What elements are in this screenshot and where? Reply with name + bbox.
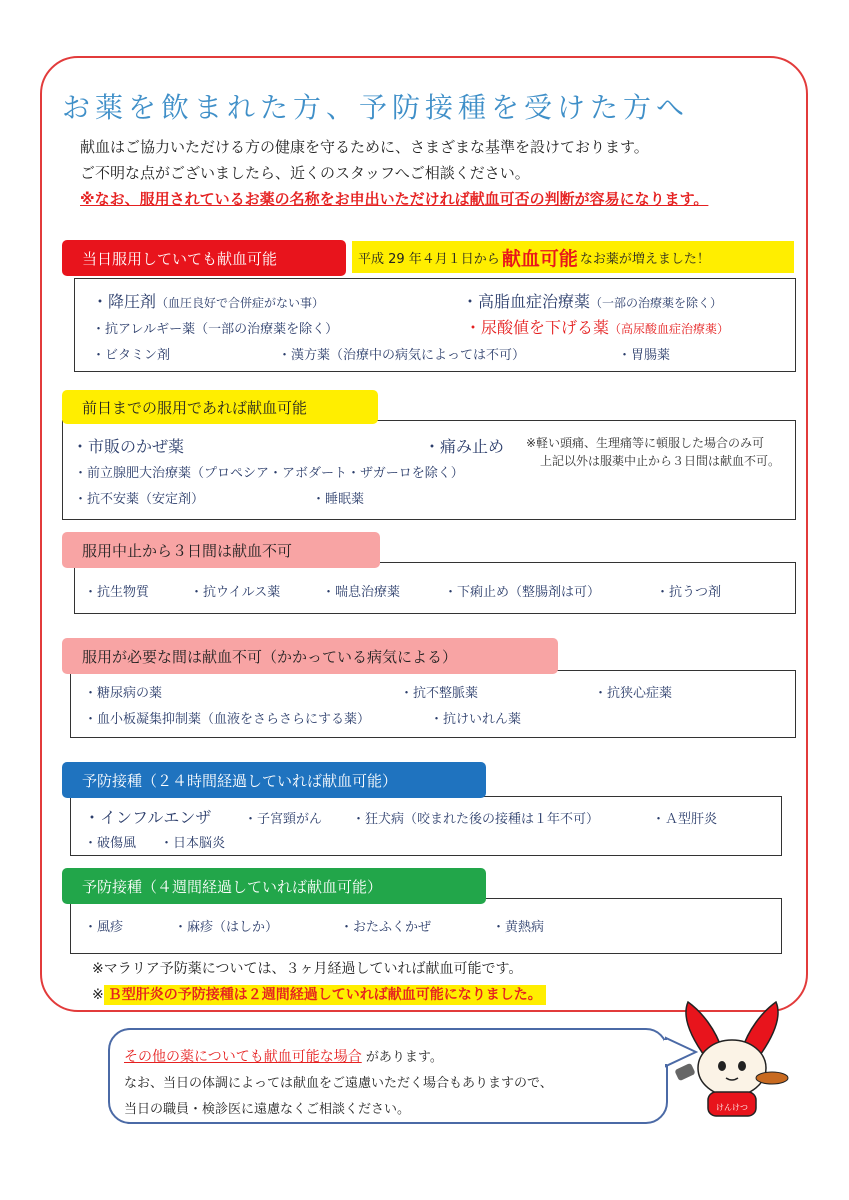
list-item: ・抗狭心症薬 [594,686,673,701]
list-item: ・黄熱病 [492,920,545,935]
list-item: ・ビタミン剤 [92,348,171,363]
three-days-tab: 服用中止から３日間は献血不可 [62,532,380,568]
while-needed-box [70,670,796,738]
list-item: ・インフルエンザ [84,808,212,827]
list-item: ・漢方薬（治療中の病気によっては不可） [278,348,526,363]
vaccine-24h-tab: 予防接種（２４時間経過していれば献血可能） [62,762,486,798]
bubble-line-1: その他の薬についても献血可能な場合 があります。 [124,1049,443,1065]
list-item: ・抗ウイルス薬 [190,585,281,600]
prev-day-note-1: ※軽い頭痛、生理痛等に頓服した場合のみ可 [526,436,765,450]
intro-line-2: ご不明な点がございましたら、近くのスタッフへご相談ください。 [80,164,530,182]
list-item: ・Ａ型肝炎 [652,812,718,827]
intro-note: ※なお、服用されているお薬の名称をお申出いただければ献血可否の判断が容易になります。 [80,190,709,208]
vaccine-4w-tab: 予防接種（４週間経過していれば献血可能） [62,868,486,904]
list-item: ・高脂血症治療薬（一部の治療薬を除く） [462,292,723,311]
mascot-illustration [672,996,792,1120]
list-item: ・子宮頸がん [244,812,323,827]
list-item: ・前立腺肥大治療薬（プロペシア・アボダート・ザガーロを除く） [74,466,464,481]
list-item: ・抗不安薬（安定剤） [74,492,205,507]
banner-prefix: 平成 29 年４月１日から [358,251,500,267]
list-item: ・血小板凝集抑制薬（血液をさらさらにする薬） [84,712,371,727]
bubble-line-3: 当日の職員・検診医に遠慮なくご相談ください。 [124,1102,411,1117]
same-day-tab: 当日服用していても献血可能 [62,240,346,276]
list-item: ・降圧剤（血圧良好で合併症がない事） [92,292,325,311]
malaria-note: ※マラリア予防薬については、３ヶ月経過していれば献血可能です。 [92,961,523,977]
list-item: ・抗不整脈薬 [400,686,479,701]
intro-line-1: 献血はご協力いただける方の健康を守るために、さまざまな基準を設けております。 [80,138,649,156]
list-item: ・破傷風 [84,836,137,851]
list-item: ・喘息治療薬 [322,585,401,600]
list-item: ・市販のかぜ薬 [72,437,185,456]
list-item: ・麻疹（はしか） [174,920,279,935]
list-item: ・下痢止め（整腸剤は可） [444,585,601,600]
list-item: ・抗生物質 [84,585,150,600]
list-item: ・胃腸薬 [618,348,671,363]
prev-day-tab: 前日までの服用であれば献血可能 [62,390,378,424]
list-item: ・糖尿病の薬 [84,686,163,701]
list-item: ・おたふくかぜ [340,920,432,935]
list-item: ・日本脳炎 [160,836,226,851]
hepb-note: ※ Ｂ型肝炎の予防接種は２週間経過していれば献血可能になりました。 [92,984,546,1004]
banner-highlight: 献血可能 [501,247,578,270]
bubble-line-2: なお、当日の体調によっては献血をご遠慮いただく場合もありますので、 [124,1076,553,1091]
list-item: ・狂犬病（咬まれた後の接種は１年不可） [352,812,600,827]
while-needed-tab: 服用が必要な間は献血不可（かかっている病気による） [62,638,558,674]
list-item: ・抗うつ剤 [656,585,722,600]
list-item: ・尿酸値を下げる薬（高尿酸血症治療薬） [465,318,730,337]
banner-suffix: なお薬が増えました！ [579,251,710,267]
page-title: お薬を飲まれた方、予防接種を受けた方へ [62,91,690,124]
list-item: ・痛み止め [424,437,505,456]
list-item: ・睡眠薬 [312,492,365,507]
list-item: ・抗アレルギー薬（一部の治療薬を除く） [92,322,339,337]
new-rule-banner [352,241,794,273]
mascot-sash: けんけつ [716,1103,748,1112]
other-drugs-link[interactable]: その他の薬についても献血可能な場合 [124,1049,362,1065]
prev-day-note-2: 上記以外は服薬中止から３日間は献血不可。 [540,454,781,468]
list-item: ・抗けいれん薬 [430,712,522,727]
list-item: ・風疹 [84,920,124,935]
